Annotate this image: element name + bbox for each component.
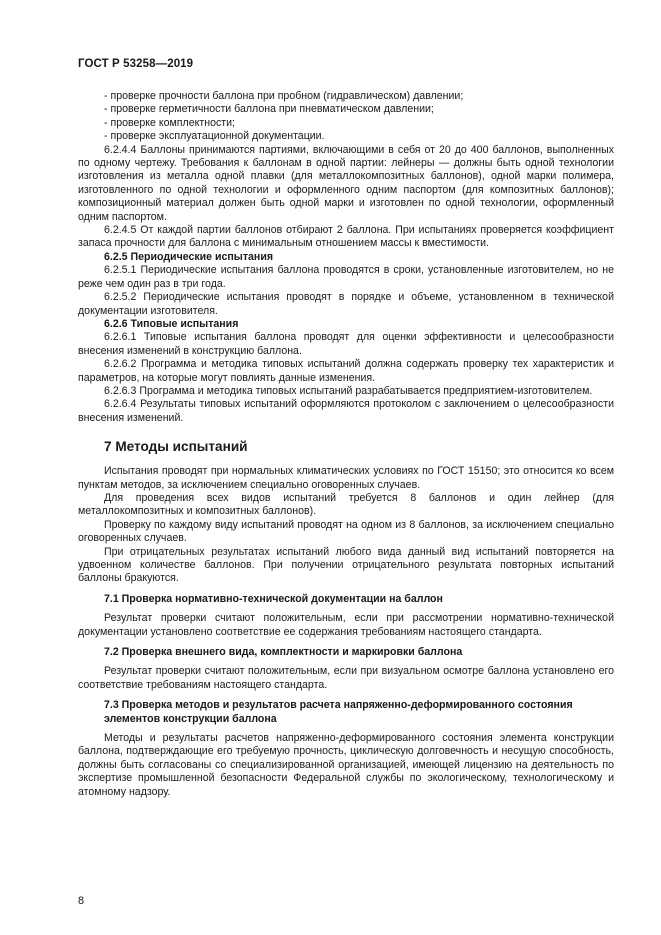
paragraph-7-intro-2: Для проведения всех видов испытаний требуется 8 баллонов и один лейнер (для металлокомпозитных и композитных баллонов). [78,491,614,518]
heading-6-2-5: 6.2.5 Периодические испытания [104,250,274,263]
section-7-title: 7 Методы испытаний [104,439,248,455]
page-number: 8 [78,895,85,907]
paragraph-6-2-6-4: 6.2.6.4 Результаты типовых испытаний оформляются протоколом с заключением о целесообразности внесения изменений. [78,398,614,424]
paragraph-7-intro-1: Испытания проводят при нормальных климатических условиях по ГОСТ 15150; это относится ко всем пунктам методов, за исключением специально оговоренных случаев. [78,465,614,491]
document-body [78,90,614,799]
list-item: - проверке комплектности; [104,116,235,129]
paragraph-6-2-5-2: 6.2.5.2 Периодические испытания проводят в порядке и объеме, установленном в технической документации изготовителя. [78,291,614,317]
paragraph-6-2-4-4: 6.2.4.4 Баллоны принимаются партиями, включающими в себя от 20 до 400 баллонов, выполненных по одному чертежу. Требования к баллонам в одной партии: лейнеры — должны быть одной технологии изготовления из металла одной плавки (для металлокомпозитных баллонов), одной марки полимера, изготовленного по одной технологии и оформленного одним паспортом (для композитных баллонов); композиционный материал должен быть одной марки и изготовлен по одной технологии, оформленный одним паспортом. [78,143,614,223]
list-item: - проверке эксплуатационной документации. [104,130,325,143]
paragraph-6-2-6-2: 6.2.6.2 Программа и методика типовых испытаний должна содержать проверку тех характеристик и параметров, на которые могут повлиять данные изменения. [78,358,614,384]
heading-7-1: 7.1 Проверка нормативно-технической документации на баллон [104,592,443,605]
document-header: ГОСТ Р 53258—2019 [78,58,194,70]
heading-7-3: 7.3 Проверка методов и результатов расчета напряженно-деформированного состояния элементов конструкции баллона [104,699,573,725]
list-item: - проверке прочности баллона при пробном (гидравлическом) давлении; [104,90,464,102]
paragraph-7-2: Результат проверки считают положительным, если при визуальном осмотре баллона установлено его соответствие требованиям настоящего стандарта. [78,665,614,691]
paragraph-7-intro-4: При отрицательных результатах испытаний любого вида данный вид испытаний повторяется на удвоенном количестве баллонов. При получении отрицательного результата повторных испытаний баллоны бракуются. [78,545,614,585]
heading-6-2-6: 6.2.6 Типовые испытания [104,317,239,330]
paragraph-6-2-6-1: 6.2.6.1 Типовые испытания баллона проводят для оценки эффективности и целесообразности внесения изменений в конструкцию баллона. [78,331,614,357]
paragraph-6-2-4-5: 6.2.4.5 От каждой партии баллонов отбирают 2 баллона. При испытаниях проверяется коэффициент запаса прочности для баллона с минимальным отношением массы к вместимости. [78,224,614,250]
paragraph-7-intro-3: Проверку по каждому виду испытаний проводят на одном из 8 баллонов, за исключением специально оговоренных случаев. [78,518,614,545]
paragraph-7-3: Методы и результаты расчетов напряженно-деформированного состояния элемента конструкции баллона, подтверждающие его требуемую прочность, циклическую долговечность и несущую способность, должны быть согласованы со специализированной организацией, имеющей лицензию на деятельность по экспертизе промышленной безопасности Федеральной службы по экологическому, технологическому и атомному надзору. [78,732,614,798]
paragraph-6-2-6-3: 6.2.6.3 Программа и методика типовых испытаний разрабатывается предприятием-изготовителем. [104,384,593,397]
heading-7-2: 7.2 Проверка внешнего вида, комплектности и маркировки баллона [104,646,463,659]
paragraph-6-2-5-1: 6.2.5.1 Периодические испытания баллона проводятся в сроки, установленные изготовителем, но не реже чем один раз в три года. [78,264,614,290]
paragraph-7-1: Результат проверки считают положительным, если при рассмотрении нормативно-технической документации установлено соответствие ее содержания требованиям настоящего стандарта. [78,612,614,638]
list-item: - проверке герметичности баллона при пневматическом давлении; [104,103,434,116]
